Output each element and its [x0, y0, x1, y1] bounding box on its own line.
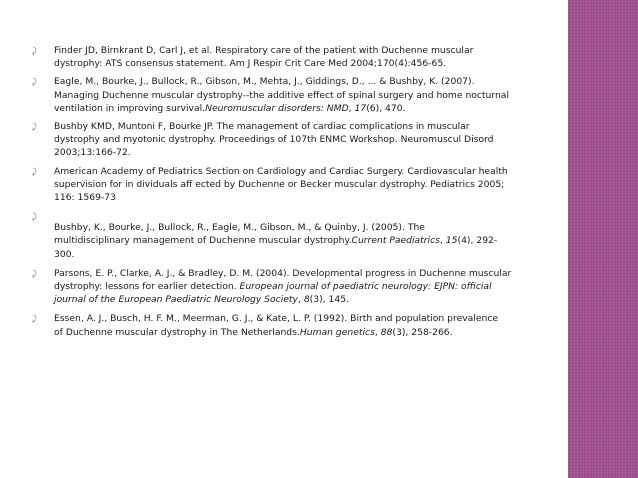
reference-separator: ,: [297, 294, 304, 306]
reference-pages: (6), 470.: [366, 102, 406, 114]
reference-item: [32, 221, 552, 261]
reference-journal: Neuromuscular disorders: NMD: [205, 102, 349, 114]
reference-authors-title: Eagle, M., Bourke, J., Bullock, R., Gibson, M., Mehta, J., Giddings, D., ... & Bushby, K. (2007). Managing Duchenne muscular dystrophy--the additive effect of spinal surgery and home nocturnal ventilation in improving survival.: [54, 76, 509, 114]
reference-pages: (3), 258-266.: [392, 326, 453, 338]
reference-volume: 88: [380, 326, 393, 338]
reference-pages: (3), 145.: [309, 294, 349, 306]
reference-authors-title: Parsons, E. P., Clarke, A. J., & Bradley, D. M. (2004). Developmental progress in Duchenne muscular dystrophy: lessons for earlier detection.: [54, 267, 512, 293]
reference-text: Bushby KMD, Muntoni F, Bourke JP. The management of cardiac complications in muscular dystrophy and myotonic dystrophy. Proceedings of 107th ENMC Workshop. Neuromuscul Disord 2003;13:166-72.: [54, 121, 494, 159]
reference-separator: ,: [348, 102, 355, 114]
reference-text: Finder JD, Birnkrant D, Carl J, et al. Respiratory care of the patient with Duchenne muscular dystrophy: ATS consensus statement. Am J Respir Crit Care Med 2004;170(4):456-65.: [54, 45, 474, 70]
reference-item: [32, 312, 552, 338]
reference-volume: 8: [303, 294, 310, 306]
curved-arrow-icon: ⤸: [32, 46, 37, 55]
reference-separator: ,: [374, 326, 381, 338]
curved-arrow-icon: ⤸: [32, 314, 37, 324]
reference-volume: 17: [354, 102, 367, 114]
reference-item: [32, 44, 552, 70]
reference-separator: ,: [439, 235, 446, 247]
reference-text: [54, 221, 552, 261]
reference-authors-title: Essen, A. J., Busch, H. F. M., Meerman, G. J., & Kate, L. P. (1992). Birth and population prevalence of Duchenne muscular dystrophy in The Netherlands.: [54, 313, 499, 338]
curved-arrow-icon: ⤸: [32, 122, 37, 132]
reference-journal: Human genetics: [299, 326, 375, 338]
curved-arrow-icon: ⤸: [32, 268, 37, 278]
reference-item: [32, 165, 552, 205]
curved-arrow-icon: ⤸: [32, 212, 37, 222]
reference-item: [32, 120, 552, 160]
reference-authors-title: Bushby, K., Bourke, J., Bullock, R., Eagle, M., Gibson, M., & Quinby, J. (2005). The multidisciplinary management of Duchenne muscular dystrophy.: [54, 222, 425, 247]
reference-item-empty: [32, 210, 552, 221]
reference-journal: Current Paediatrics: [351, 235, 440, 247]
reference-text: [54, 75, 552, 115]
reference-journal: European journal of paediatric neurology: EJPN: official journal of the European Paediatric Neurology Society: [54, 281, 492, 306]
reference-text: [54, 312, 552, 338]
reference-text: American Academy of Pediatrics Section on Cardiology and Cardiac Surgery. Cardiovascular health supervision for in dividuals aff ected by Duchenne or Becker muscular dystrophy. Pediatrics 2005; 116: 1569-73: [54, 165, 508, 204]
reference-text: [54, 267, 552, 307]
reference-pages: (4), 292- 300.: [54, 235, 498, 260]
reference-list: [32, 44, 552, 339]
reference-volume: 15: [445, 235, 458, 247]
reference-item: [32, 267, 552, 307]
curved-arrow-icon: ⤸: [32, 166, 37, 176]
curved-arrow-icon: ⤸: [32, 77, 37, 87]
decorative-side-panel: [568, 0, 638, 478]
reference-item: [32, 75, 552, 115]
